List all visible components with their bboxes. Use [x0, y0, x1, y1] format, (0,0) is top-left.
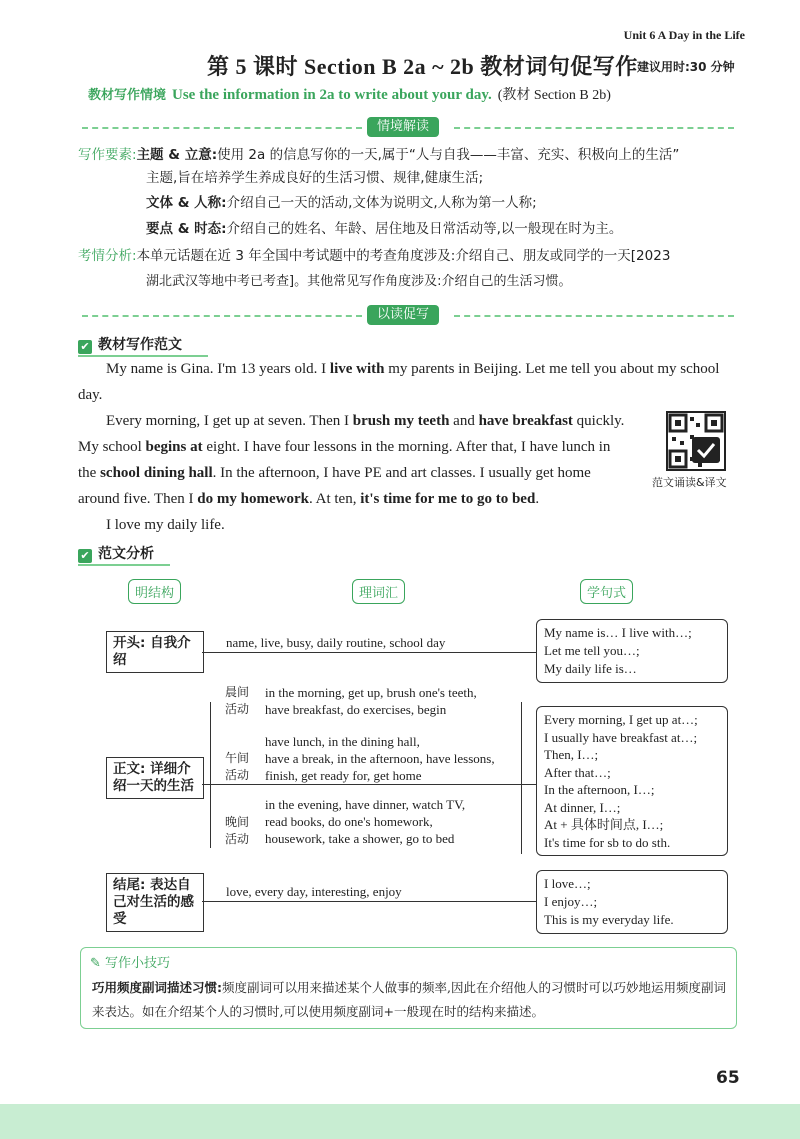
morning-label: 晨间活动: [225, 685, 250, 716]
evening-vocabulary: in the evening, have dinner, watch TV, read books, do one's homework, housework, take a shower, go to bed: [265, 797, 466, 846]
sentence-pattern: I love…;: [544, 876, 591, 891]
check-icon: ✔: [78, 340, 92, 354]
essay-line: My school begins at eight. I have four lessons in the morning. After that, I have lunch in: [78, 439, 611, 455]
noon-label: 午间活动: [225, 751, 250, 782]
ending-sentences-box: [536, 870, 728, 934]
qr-code-icon[interactable]: [666, 411, 726, 471]
requirements-label: 写作要素:: [78, 147, 137, 163]
task-english: Use the information in 2a to write about your day.: [172, 87, 492, 103]
requirements-line-4: 要点 & 时态:介绍自己的姓名、年龄、居住地及日常活动等,以一般现在时为主。: [146, 221, 623, 237]
requirements-line-1: 写作要素:主题 & 立意:使用 2a 的信息写你的一天,属于“人与自我——丰富、充实、积极向上的生活”: [78, 147, 680, 163]
model-essay: [78, 356, 748, 538]
exam-analysis-line-1: 考情分析:本单元话题在近 3 年全国中考试题中的考查角度涉及:介绍自己、朋友或同学的一天[2023: [78, 248, 671, 264]
task-ref: (教材 Section B 2b): [497, 88, 611, 103]
exam-analysis-line-2: 湖北武汉等地中考已考查]。其他常见写作角度涉及:介绍自己的生活习惯。: [146, 274, 572, 289]
writing-tip-text: 巧用频度副词描述习惯:频度副词可以用来描述某个人做事的频率,因此在介绍他人的习惯时可以巧妙地运用频度副词来表达。如在介绍某个人的习惯时,可以使用频度副词+一般现在时的结构来描述。: [92, 980, 726, 1019]
task-label: 教材写作情境: [88, 88, 167, 103]
writing-task: [88, 84, 611, 104]
model-essay-heading: ✔ 教材写作范文: [78, 334, 182, 354]
sentence-pattern: At dinner, I…;: [544, 799, 621, 815]
opening-label-box: 开头: 自我介绍: [106, 631, 204, 673]
sentence-pattern: After that…;: [544, 764, 611, 780]
essay-line: around five. Then I do my homework. At ten, it's time for me to go to bed.: [78, 491, 540, 507]
opening-vocabulary: name, live, busy, daily routine, school day: [226, 635, 446, 650]
requirements-line-3: 文体 & 人称:介绍自己一天的活动,文体为说明文,人称为第一人称;: [146, 195, 537, 211]
suggested-time: 建议用时:30 分钟: [637, 60, 735, 74]
sentence-pattern: My name is… I live with…;: [544, 625, 692, 640]
tag-structure: 明结构: [128, 579, 181, 604]
evening-label: 晚间活动: [225, 815, 250, 846]
qr-label: 范文诵读&译文: [652, 476, 727, 489]
essay-line: My name is Gina. I'm 13 years old. I live with my parents in Beijing. Let me tell you about my school: [106, 361, 720, 377]
body-sentences-box: [536, 706, 728, 856]
essay-line: Every morning, I get up at seven. Then I brush my teeth and have breakfast quickly.: [106, 413, 625, 429]
body-label-box: 正文: 详细介绍一天的生活: [106, 757, 204, 799]
essay-line: the school dining hall. In the afternoon, I have PE and art classes. I usually get home: [78, 465, 591, 481]
sentence-pattern: My daily life is…: [544, 661, 637, 676]
morning-vocabulary: in the morning, get up, brush one's teeth, have breakfast, do exercises, begin: [265, 685, 477, 717]
footer-band: [0, 1104, 800, 1139]
banner-situation-label: 情境解读: [367, 117, 439, 137]
pencil-icon: ✎: [90, 956, 101, 971]
noon-vocabulary: have lunch, in the dining hall, have a break, in the afternoon, have lessons, finish, get ready for, get home: [265, 734, 495, 783]
lesson-title: 第 5 课时 Section B 2a ~ 2b 教材词句促写作: [207, 54, 638, 79]
sentence-pattern: Then, I…;: [544, 747, 599, 762]
sentence-pattern: Every morning, I get up at…;: [544, 712, 698, 727]
page-number: 65: [716, 1068, 740, 1088]
sentence-pattern: I usually have breakfast at…;: [544, 729, 698, 745]
sentence-pattern: I enjoy…;: [544, 894, 598, 909]
sentence-pattern: In the afternoon, I…;: [544, 782, 655, 797]
banner-reading: [82, 305, 734, 325]
ending-vocabulary: love, every day, interesting, enjoy: [226, 884, 402, 899]
banner-situation: [82, 117, 734, 137]
banner-reading-label: 以读促写: [367, 305, 439, 325]
opening-sentences-box: [536, 619, 728, 683]
sentence-pattern: At + 具体时间点, I…;: [544, 817, 664, 832]
body-bracket-left: [210, 702, 211, 848]
body-bracket-right: [521, 702, 522, 854]
tag-vocabulary: 理词汇: [352, 579, 405, 604]
check-icon: ✔: [78, 549, 92, 563]
opening-connector: [202, 652, 536, 653]
sentence-pattern: It's time for sb to do sth.: [544, 834, 671, 850]
requirements-line-2: 主题,旨在培养学生养成良好的生活习惯、规律,健康生活;: [146, 170, 484, 186]
exam-label: 考情分析:: [78, 248, 137, 264]
essay-line: I love my daily life.: [106, 517, 225, 533]
essay-line: day.: [78, 387, 103, 403]
ending-label-box: 结尾: 表达自己对生活的感受: [106, 873, 204, 932]
tag-sentences: 学句式: [580, 579, 633, 604]
writing-tip-heading: ✎ 写作小技巧: [90, 956, 171, 971]
sentence-pattern: This is my everyday life.: [544, 912, 674, 927]
unit-header: Unit 6 A Day in the Life: [623, 28, 745, 42]
sentence-pattern: Let me tell you…;: [544, 643, 640, 658]
analysis-heading: ✔ 范文分析: [78, 543, 154, 563]
body-connector: [202, 784, 536, 785]
ending-connector: [202, 901, 536, 902]
